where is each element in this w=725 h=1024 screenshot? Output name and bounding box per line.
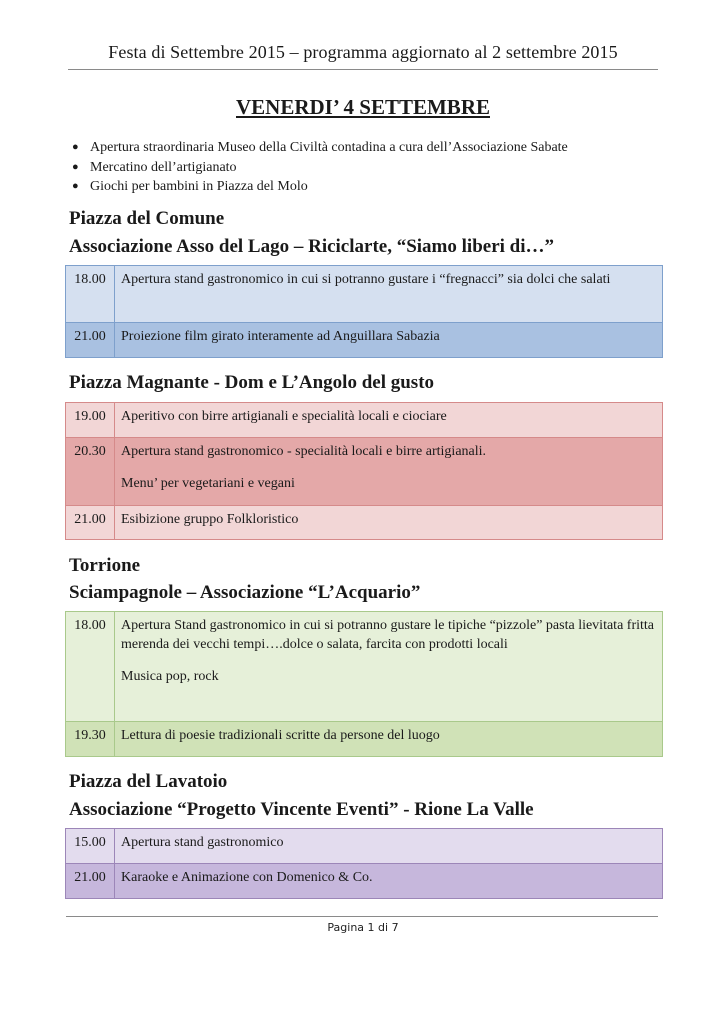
time-cell: 21.00 — [66, 323, 115, 358]
table-row — [66, 829, 663, 864]
description-cell: Apertura stand gastronomico — [115, 829, 663, 864]
schedule-table — [65, 611, 663, 757]
table-row — [66, 864, 663, 899]
section-organizer-title: Associazione “Progetto Vincente Eventi” - Rione La Valle — [69, 799, 534, 820]
time-cell: 19.00 — [66, 403, 115, 438]
section-organizer-title: Sciampagnole – Associazione “L’Acquario” — [69, 582, 421, 603]
table-row — [66, 612, 663, 722]
time-cell: 18.00 — [66, 266, 115, 323]
bullet-icon: ● — [72, 180, 79, 192]
description-cell: Lettura di poesie tradizionali scritte da persone del luogo — [115, 722, 663, 757]
table-row — [66, 323, 663, 358]
section-place-title: Torrione — [69, 555, 141, 576]
table-row — [66, 438, 663, 506]
bullet-icon: ● — [72, 160, 79, 173]
section-organizer-title: Associazione Asso del Lago – Riciclarte, “Siamo liberi di…” — [69, 236, 555, 257]
description-cell: Apertura Stand gastronomico in cui si potranno gustare le tipiche “pizzole” pasta lievitata fritta merenda dei vecchi tempi….dolce o salata, farcita con prodotti locali Musica pop, rock — [115, 612, 663, 722]
section-place-title: Piazza del Lavatoio — [69, 771, 228, 792]
time-cell: 19.30 — [66, 722, 115, 757]
time-cell: 20.30 — [66, 438, 115, 506]
table-row — [66, 506, 663, 540]
list-item: ● Giochi per bambini in Piazza del Molo — [70, 177, 568, 197]
time-cell: 18.00 — [66, 612, 115, 722]
description-cell: Aperitivo con birre artigianali e specialità locali e ciociare — [115, 403, 663, 438]
page-header: Festa di Settembre 2015 – programma aggiornato al 2 settembre 2015 — [68, 42, 658, 70]
page-number: Pagina 1 di 7 — [327, 921, 399, 934]
list-item: ● Mercatino dell’artigianato — [70, 158, 568, 178]
section-place-title: Piazza Magnante - Dom e L’Angolo del gusto — [69, 372, 435, 393]
footer-divider — [66, 916, 658, 917]
table-row — [66, 722, 663, 757]
time-cell: 21.00 — [66, 506, 115, 540]
schedule-table — [65, 265, 663, 358]
general-events-list — [70, 138, 568, 197]
schedule-table — [65, 402, 663, 540]
description-cell: Karaoke e Animazione con Domenico & Co. — [115, 864, 663, 899]
description-cell: Apertura stand gastronomico - specialità locali e birre artigianali. Menu’ per vegetariani e vegani — [115, 438, 663, 506]
time-cell: 21.00 — [66, 864, 115, 899]
description-cell: Apertura stand gastronomico in cui si potranno gustare i “fregnacci” sia dolci che salati — [115, 266, 663, 323]
description-cell: Esibizione gruppo Folkloristico — [115, 506, 663, 540]
day-title: VENERDI’ 4 SETTEMBRE — [236, 95, 490, 119]
section-place-title: Piazza del Comune — [69, 208, 225, 229]
schedule-table — [65, 828, 663, 899]
description-cell: Proiezione film girato interamente ad Anguillara Sabazia — [115, 323, 663, 358]
bullet-icon: ● — [72, 141, 79, 153]
list-item: ● Apertura straordinaria Museo della Civiltà contadina a cura dell’Associazione Sabate — [70, 138, 568, 158]
table-row — [66, 266, 663, 323]
table-row — [66, 403, 663, 438]
time-cell: 15.00 — [66, 829, 115, 864]
